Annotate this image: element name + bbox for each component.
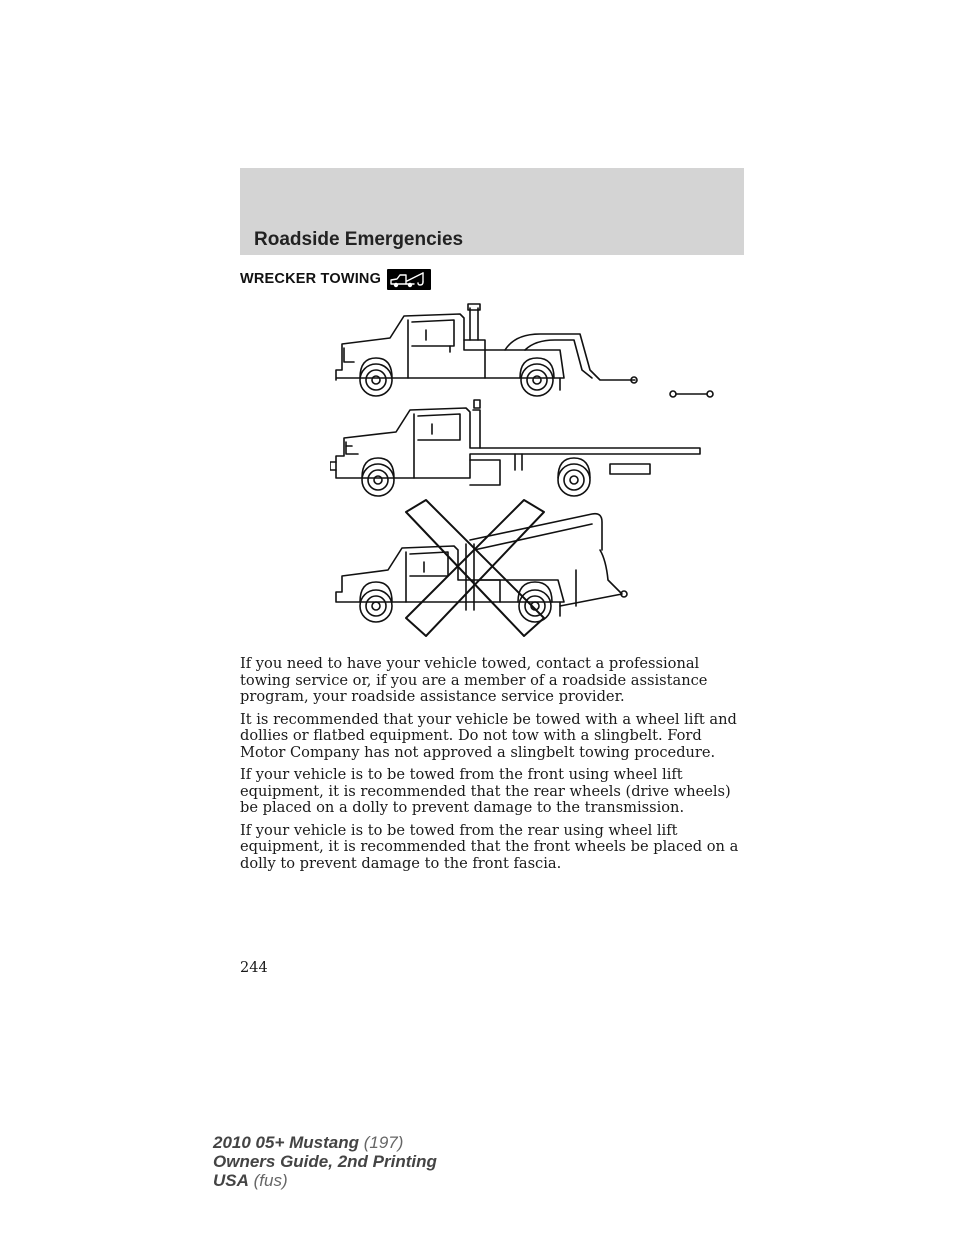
paragraph: If your vehicle is to be towed from the front using wheel lift equipment, it is recommended that the rear wheels (drive wheels) be placed on a dolly to prevent damage to the transmission. (240, 766, 731, 816)
towing-illustration (330, 300, 720, 645)
tow-truck-icon (387, 269, 431, 290)
section-header-band (240, 168, 744, 255)
document-footer (213, 1133, 437, 1190)
flatbed-truck (330, 400, 700, 496)
paragraph: It is recommended that your vehicle be towed with a wheel lift and dollies or flatbed equipment. Do not tow with a slingbelt. Ford Motor Company has not approved a slingbelt towing procedure. (240, 710, 737, 761)
body-text (240, 656, 745, 878)
footer-region: USA (213, 1171, 249, 1190)
slingbelt-truck (336, 514, 627, 622)
footer-model-code: (197) (359, 1133, 404, 1152)
paragraph: If your vehicle is to be towed from the rear using wheel lift equipment, it is recommended that the front wheels be placed on a dolly to prevent damage to the front fascia. (240, 821, 739, 872)
footer-model: 2010 05+ Mustang (213, 1133, 359, 1152)
prohibited-x-mark (406, 500, 544, 636)
section-heading (240, 268, 431, 290)
section-heading-text: WRECKER TOWING (240, 271, 382, 287)
paragraph: If you need to have your vehicle towed, contact a professional towing service or, if you are a member of a roadside assistance program, your roadside assistance service provider. (240, 655, 708, 705)
page-title: Roadside Emergencies (254, 229, 464, 250)
footer-region-code: (fus) (248, 1171, 288, 1190)
page-number: 244 (240, 960, 268, 976)
footer-guide: Owners Guide, 2nd Printing (213, 1152, 437, 1171)
wheel-lift-truck (336, 304, 713, 397)
